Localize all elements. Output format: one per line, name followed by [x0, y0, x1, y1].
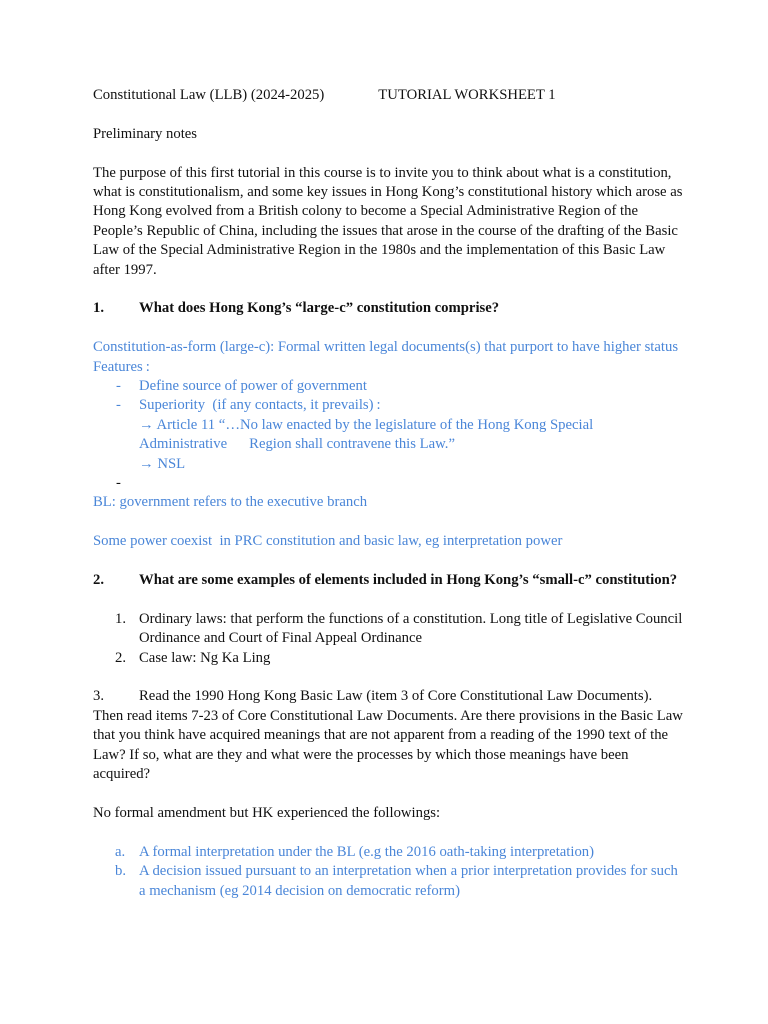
document-header [93, 86, 683, 105]
question-1 [93, 299, 683, 318]
question-3-number: 3. [93, 688, 105, 705]
worksheet-page [93, 86, 683, 901]
question-3 [93, 687, 683, 784]
q1-feature-item [93, 377, 683, 396]
dash-marker: - [116, 397, 121, 414]
q1-empty-bullet: - [116, 475, 121, 492]
list-marker: 2. [115, 649, 127, 666]
list-marker: 1. [115, 610, 127, 627]
q1-answer-intro: Constitution-as-form (large-c): Formal written legal documents(s) that purport to have higher status [93, 339, 679, 356]
q1-nsl-note: → NSL [139, 455, 186, 472]
q3-answer-intro: No formal amendment but HK experienced the followings: [93, 804, 441, 821]
worksheet-title: TUTORIAL WORKSHEET 1 [378, 87, 556, 103]
question-2-text: What are some examples of elements included in Hong Kong’s “small-c” constitution? [139, 572, 678, 589]
q3-answer-text: A decision issued pursuant to an interpretation when a prior interpretation provides for such a mechanism (eg 2014 decision on democratic reform) [139, 863, 678, 899]
q3-answer-item [93, 843, 683, 862]
preliminary-body: The purpose of this first tutorial in this course is to invite you to think about what is a constitution, what is constitutionalism, and some key issues in Hong Kong’s constitutional history which arose as Hong Kong evolved from a British colony to become a Special Administrative Region of the People’s Republic of China, including the issues that arose in the course of the drafting of the Basic Law of the Special Administrative Region in the 1980s and the implementation of this Basic Law after 1997. [93, 164, 683, 278]
question-1-number: 1. [93, 300, 105, 317]
q3-answer-item [93, 862, 683, 901]
question-1-text: What does Hong Kong’s “large-c” constitution comprise? [139, 300, 500, 317]
q1-feature-text: Superiority (if any contacts, it prevails) : [139, 397, 381, 414]
q1-features-label: Features : [93, 358, 150, 375]
q2-answer-item [93, 610, 683, 649]
q1-feature-item [93, 396, 683, 415]
q1-feature-text: Define source of power of government [139, 378, 367, 395]
list-marker: b. [115, 863, 127, 880]
question-2-number: 2. [93, 572, 105, 589]
question-2 [93, 571, 683, 590]
q1-power-note: Some power coexist in PRC constitution and basic law, eg interpretation power [93, 533, 563, 550]
preliminary-heading: Preliminary notes [93, 125, 198, 142]
q1-article-11-note: → Article 11 “…No law enacted by the legislature of the Hong Kong Special Administrative Region shall contravene this Law.” [139, 416, 594, 453]
q2-answer-item [93, 649, 683, 668]
q2-answer-text: Case law: Ng Ka Ling [139, 649, 271, 666]
question-3-text: Read the 1990 Hong Kong Basic Law (item 3 of Core Constitutional Law Documents). Then read items 7-23 of Core Constitutional Law Documents. Are there provisions in the Basic Law that you think have acquired meanings that are not apparent from a reading of the 1990 text of the Law? If so, what are they and what were the processes by which those meanings have been acquired? [93, 688, 683, 783]
dash-marker: - [116, 378, 121, 395]
q2-answer-text: Ordinary laws: that perform the functions of a constitution. Long title of Legislative Council Ordinance and Court of Final Appeal Ordinance [139, 610, 683, 647]
q1-bl-note: BL: government refers to the executive branch [93, 494, 368, 511]
course-title: Constitutional Law (LLB) (2024-2025) [93, 87, 325, 103]
list-marker: a. [115, 843, 126, 860]
q3-answer-text: A formal interpretation under the BL (e.g the 2016 oath-taking interpretation) [139, 843, 595, 860]
